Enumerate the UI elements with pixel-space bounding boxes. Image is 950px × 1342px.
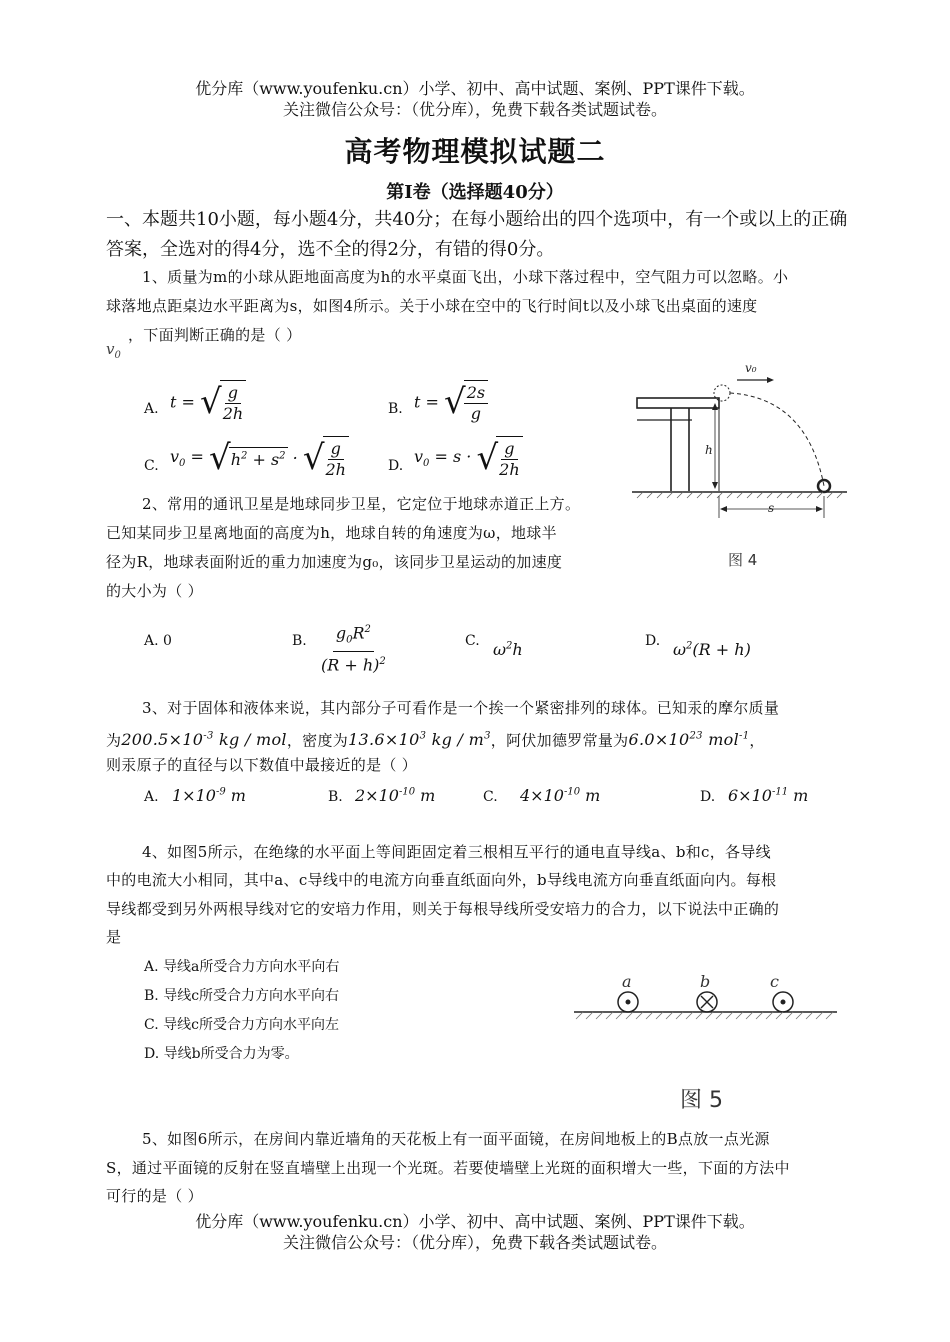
section-intro: 一、本题共10小题，每小题4分，共40分；在每小题给出的四个选项中，有一个或以上的正确答案，全选对的得4分，选不全的得2分，有错的得0分。 [106,209,848,260]
q4-option-a: A. 导线a所受合力方向水平向右 [144,959,340,975]
q4-option-c: C. 导线c所受合力方向水平向左 [144,1017,339,1033]
footer-line-2: 关注微信公众号：（优分库），免费下载各类试题试卷。 [282,1233,667,1252]
q1-option-c-label: C. [144,458,159,474]
q5-line-1: 5、如图6所示，在房间内靠近墙角的天花板上有一面平面镜，在房间地板上的B点放一点光源 [142,1130,770,1148]
q2-option-b-label: B. [292,633,307,649]
fig5-wire-c-dot [781,1000,786,1005]
q2-option-c-label: C. [465,633,480,649]
q4-line-1: 4、如图5所示，在绝缘的水平面上等间距固定着三根相互平行的通电直导线a、b和c，各导线 [142,843,771,861]
fig5-caption: 图 5 [680,1088,723,1113]
fig4-h-arrowhead-top [712,403,718,410]
fig4-table-top [637,398,719,408]
q1-line-1: 1、质量为m的小球从距地面高度为h的水平桌面飞出，小球下落过程中，空气阻力可以忽略。小 [142,268,789,286]
fig4-h-arrowhead-bottom [712,482,718,489]
q2-option-c-formula: $\omega^2h$ [493,640,523,659]
fig4-ball-end [818,480,830,492]
fig5-label-c: c [770,972,779,991]
q1-option-a-formula: t = √ $\frac{g}{2h}$ [170,380,246,424]
header-line-1: 优分库（www.youfenku.cn）小学、初中、高中试题、案例、PPT课件下载。 [195,79,755,98]
figure-4 [632,358,852,578]
q3-option-c-value: $4\times 10^{-10}$ m [520,786,601,805]
q3-line-2: 为$200.5\times 10^{-3}$ kg / mol，密度为$13.6\times 10^3$ kg / $m^3$，阿伏加德罗常量为$6.0\times 10^{23}$ mol$^{-1}$， [106,730,765,750]
footer-line-1: 优分库（www.youfenku.cn）小学、初中、高中试题、案例、PPT课件下载。 [195,1212,755,1231]
fig4-s-label: s [768,501,775,515]
fig4-caption: 图 4 [728,551,758,569]
section-subtitle: 第Ⅰ卷（选择题40分） [386,182,564,203]
figure-5 [572,965,842,1115]
q1-option-b-label: B. [388,401,403,417]
q1-option-d-label: D. [388,458,404,474]
fig5-label-a: a [622,972,632,991]
q1-line-3: ，下面判断正确的是（ ） [128,326,302,344]
q2-option-d-label: D. [645,633,661,649]
q3-option-d-value: $6\times 10^{-11}$ m [728,786,809,805]
q1-option-d-formula: $v_0 = s$ · √ $\frac{g}{2h}$ [414,436,523,480]
q3-option-a-value: $1\times 10^{-9}$ m [172,786,246,805]
header-line-2: 关注微信公众号：（优分库），免费下载各类试题试卷。 [282,100,667,119]
fig4-v0-label: v₀ [745,361,757,375]
q2-option-b-formula: $\frac{g_0R^2}{(R + h)^2}$ [318,620,389,675]
q2-line-3: 径为R，地球表面附近的重力加速度为g₀，该同步卫星运动的加速度 [106,553,563,571]
q1-option-a-label: A. [144,401,159,417]
fig4-s-arrowhead-right [816,506,823,512]
fig4-ground-hatch [637,492,843,498]
q2-line-1: 2、常用的通讯卫星是地球同步卫星，它定位于地球赤道正上方。 [142,495,581,513]
fig4-s-arrowhead-left [720,506,727,512]
q4-line-4: 是 [106,928,122,946]
q3-line-1: 3、对于固体和液体来说，其内部分子可看作是一个挨一个紧密排列的球体。已知汞的摩尔质量 [142,699,780,717]
q5-line-3: 可行的是（ ） [106,1187,203,1205]
q2-line-2: 已知某同步卫星离地面的高度为h，地球自转的角速度为ω，地球半 [106,524,557,542]
q2-option-d-formula: $\omega^2(R + h)$ [673,640,751,659]
q4-option-d: D. 导线b所受合力为零。 [144,1046,299,1062]
q2-option-a: A. 0 [144,633,172,649]
q1-line-2: 球落地点距桌边水平距离为s，如图4所示。关于小球在空中的飞行时间t以及小球飞出桌面的速度 [106,297,758,315]
q5-line-2: S，通过平面镜的反射在竖直墙壁上出现一个光斑。若要使墙壁上光斑的面积增大一些，下面的方法中 [106,1159,790,1177]
fig5-wire-a-dot [626,1000,631,1005]
fig4-h-label: h [705,443,713,457]
q4-line-2: 中的电流大小相同，其中a、c导线中的电流方向垂直纸面向外，b导线电流方向垂直纸面向内。每根 [106,871,777,889]
q3-option-b-value: $2\times 10^{-10}$ m [355,786,436,805]
q2-line-4: 的大小为（ ） [106,582,203,600]
q3-option-a-label: A. [144,789,159,805]
page-title: 高考物理模拟试题二 [344,135,606,168]
q1-option-c-formula: $v_0$ = √ $h^2 + s^2$ · √ $\frac{g}{2h}$ [170,436,349,480]
q3-option-d-label: D. [700,789,716,805]
q3-line-3: 则汞原子的直径与以下数值中最接近的是（ ） [106,756,418,774]
q4-option-b: B. 导线c所受合力方向水平向右 [144,988,340,1004]
fig4-trajectory [730,393,824,486]
fig5-label-b: b [700,972,711,991]
fig5-surface-hatch [576,1012,833,1019]
q4-line-3: 导线都受到另外两根导线对它的安培力作用，则关于每根导线所受安培力的合力，以下说法中正确的 [106,900,780,918]
q1-v0-symbol: $v_0$ [106,340,121,361]
q3-option-c-label: C. [483,789,498,805]
fig4-v0-arrowhead [767,377,774,383]
q1-option-b-formula: t = √ $\frac{2s}{g}$ [414,380,488,424]
q3-option-b-label: B. [328,789,343,805]
